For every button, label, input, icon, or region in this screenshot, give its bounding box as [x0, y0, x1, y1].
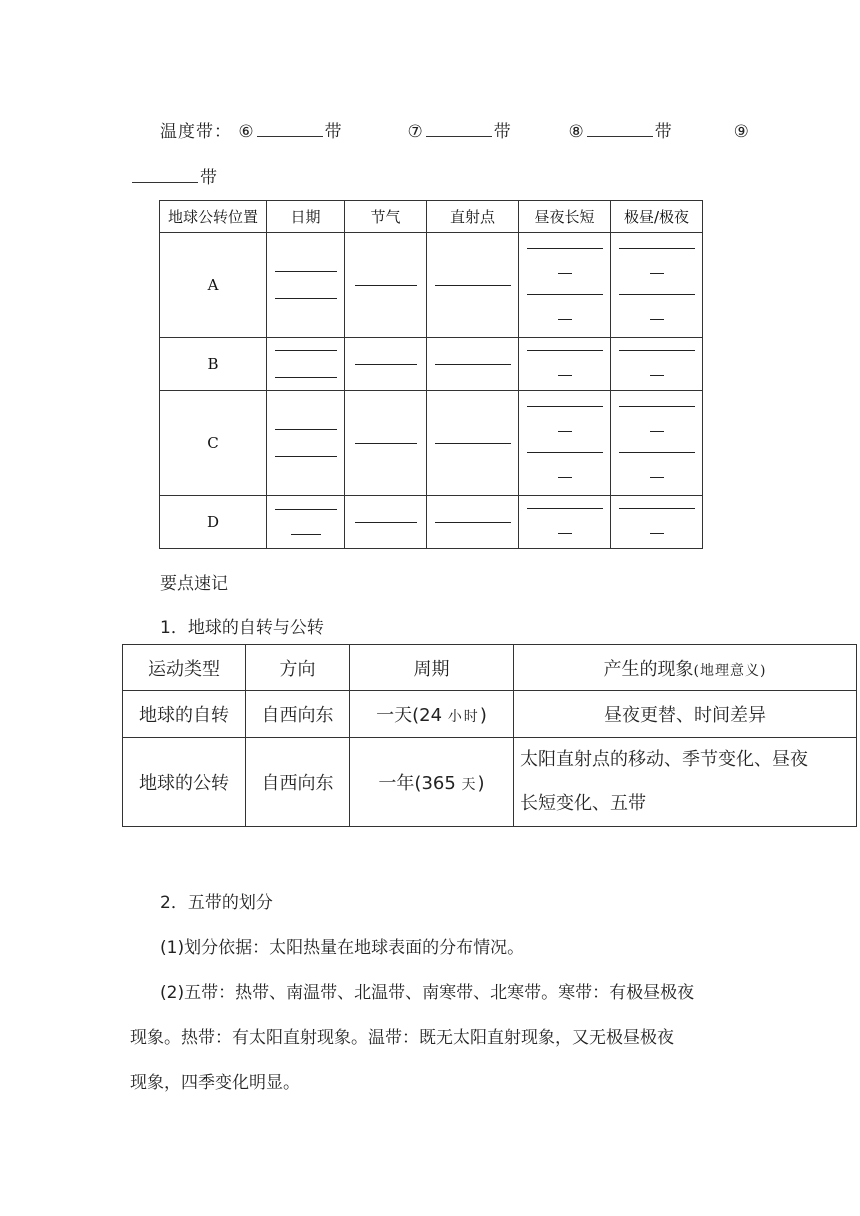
header-effect — [514, 645, 857, 691]
direction: 自西向东 — [246, 691, 350, 738]
header-date: 日期 — [267, 201, 345, 233]
polar-blank[interactable] — [611, 338, 703, 391]
zone-suffix-9: 带 — [200, 168, 217, 188]
rotation-revolution-table — [122, 644, 857, 827]
worksheet-row-d — [160, 496, 703, 549]
position-label: C — [160, 391, 267, 496]
position-label: A — [160, 233, 267, 338]
period — [350, 691, 514, 738]
paragraph-five-zones-1: (2)五带：热带、南温带、北温带、南寒带、北寒带。寒带：有极昼极夜 — [160, 983, 695, 1003]
header-effect-note: (地理意义) — [693, 662, 767, 679]
revolution-worksheet-table — [159, 200, 703, 549]
polar-blank[interactable] — [611, 496, 703, 549]
paragraph-basis: (1)划分依据：太阳热量在地球表面的分布情况。 — [160, 938, 525, 958]
header-polar-day-night: 极昼/极夜 — [611, 201, 703, 233]
daylength-blank[interactable] — [519, 391, 611, 496]
term-blank[interactable] — [345, 338, 427, 391]
zone-blank-6[interactable] — [257, 122, 323, 137]
period-end: ) — [477, 773, 485, 794]
subsection-title-2: 2．五带的划分 — [160, 893, 273, 913]
motion-type: 地球的自转 — [123, 691, 246, 738]
paragraph-five-zones-3: 现象，四季变化明显。 — [130, 1073, 300, 1093]
period-main: 一年(365 — [378, 773, 456, 794]
daylength-blank[interactable] — [519, 233, 611, 338]
header-direct-point: 直射点 — [427, 201, 519, 233]
zone-blank-7[interactable] — [426, 122, 492, 137]
term-blank[interactable] — [345, 233, 427, 338]
zone-marker-7: ⑦ — [407, 122, 424, 142]
daylength-blank[interactable] — [519, 496, 611, 549]
summary-header-row — [123, 645, 857, 691]
polar-blank[interactable] — [611, 233, 703, 338]
section-heading: 要点速记 — [160, 574, 228, 594]
worksheet-row-b — [160, 338, 703, 391]
period-unit: 天 — [461, 777, 478, 793]
zone-suffix-8: 带 — [654, 122, 673, 142]
term-blank[interactable] — [345, 391, 427, 496]
period-end: ) — [479, 705, 487, 726]
worksheet-row-a — [160, 233, 703, 338]
zone-prefix: 温度带： — [160, 122, 232, 142]
effect: 昼夜更替、时间差异 — [514, 691, 857, 738]
paragraph-five-zones-2: 现象。热带：有太阳直射现象。温带：既无太阳直射现象，又无极昼极夜 — [130, 1028, 674, 1048]
zone-blank-9[interactable] — [132, 168, 198, 183]
motion-type: 地球的公转 — [123, 738, 246, 827]
polar-blank[interactable] — [611, 391, 703, 496]
date-blank[interactable] — [267, 391, 345, 496]
effect — [514, 738, 857, 827]
direction: 自西向东 — [246, 738, 350, 827]
header-solar-term: 节气 — [345, 201, 427, 233]
header-motion-type: 运动类型 — [123, 645, 246, 691]
zone-marker-6: ⑥ — [238, 122, 255, 142]
effect-line-2: 长短变化、五带 — [520, 793, 646, 814]
header-effect-main: 产生的现象 — [603, 658, 694, 680]
header-position: 地球公转位置 — [160, 201, 267, 233]
date-blank[interactable] — [267, 496, 345, 549]
zone-marker-9: ⑨ — [733, 122, 750, 142]
zone-suffix-7: 带 — [493, 122, 512, 142]
summary-row-rotation — [123, 691, 857, 738]
period — [350, 738, 514, 827]
period-main: 一天(24 — [376, 705, 443, 726]
period-unit: 小时 — [447, 709, 480, 725]
point-blank[interactable] — [427, 338, 519, 391]
position-label: B — [160, 338, 267, 391]
zone-suffix-6: 带 — [324, 122, 343, 142]
date-blank[interactable] — [267, 338, 345, 391]
header-direction: 方向 — [246, 645, 350, 691]
header-day-length: 昼夜长短 — [519, 201, 611, 233]
point-blank[interactable] — [427, 496, 519, 549]
header-period: 周期 — [350, 645, 514, 691]
term-blank[interactable] — [345, 496, 427, 549]
position-label: D — [160, 496, 267, 549]
effect-line-1: 太阳直射点的移动、季节变化、昼夜 — [520, 749, 808, 770]
zone-line — [160, 117, 750, 142]
subsection-title-1: 1．地球的自转与公转 — [160, 618, 324, 638]
summary-row-revolution — [123, 738, 857, 827]
point-blank[interactable] — [427, 391, 519, 496]
zone-blank-8[interactable] — [587, 122, 653, 137]
zone-line-cont — [130, 163, 217, 188]
date-blank[interactable] — [267, 233, 345, 338]
point-blank[interactable] — [427, 233, 519, 338]
worksheet-row-c — [160, 391, 703, 496]
zone-marker-8: ⑧ — [568, 122, 585, 142]
worksheet-header-row — [160, 201, 703, 233]
daylength-blank[interactable] — [519, 338, 611, 391]
